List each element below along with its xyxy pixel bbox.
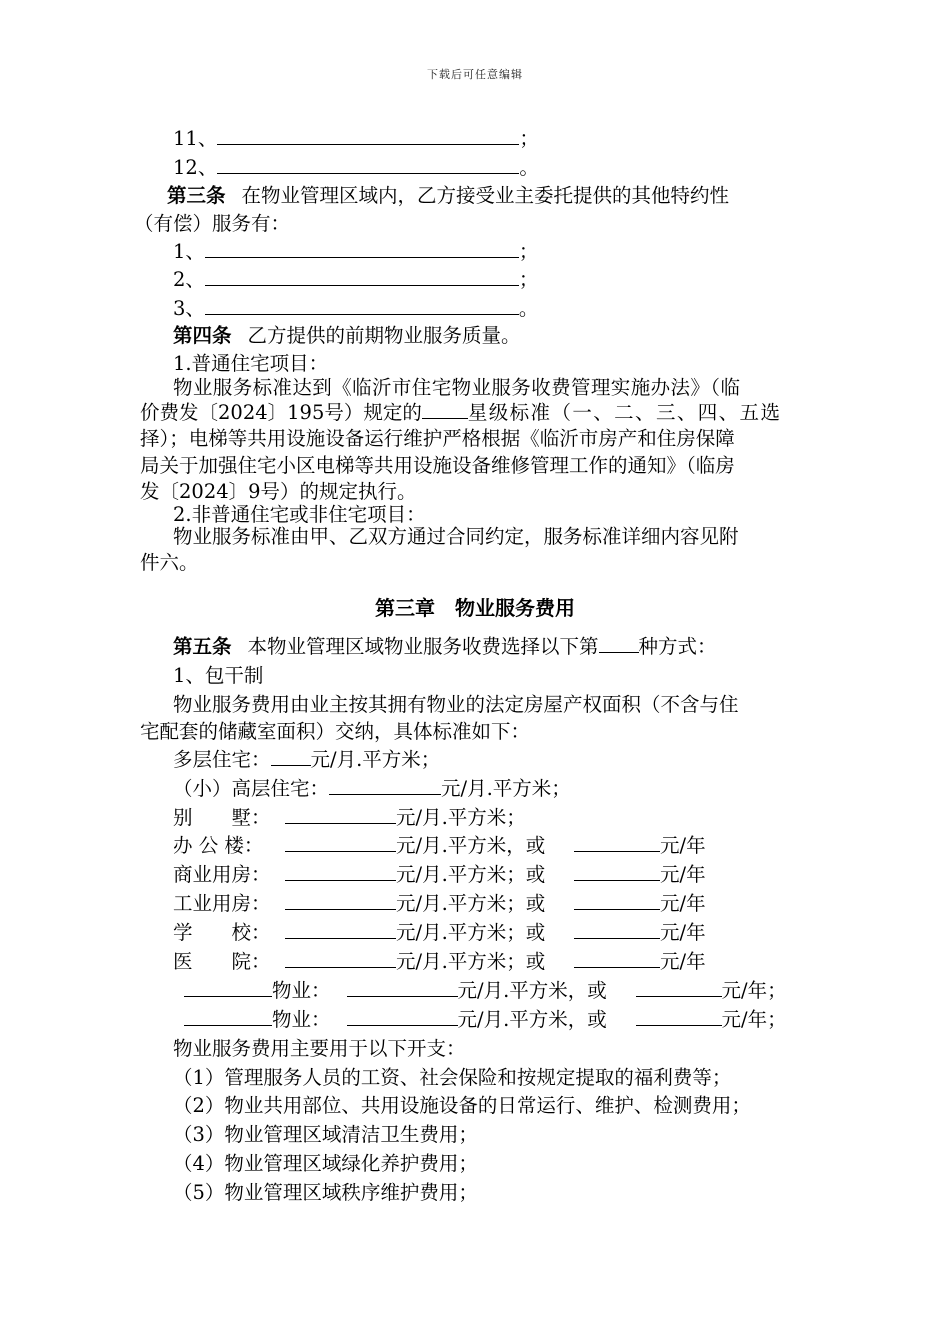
fee-row: [173, 947, 706, 976]
paragraph-line: 择）；电梯等共用设施设备运行维护严格根据《临沂市房产和住房保障: [140, 427, 735, 450]
fee-label: 工业用房：: [173, 892, 271, 915]
blank-line: [347, 1006, 458, 1026]
fee-unit: 元/月.平方米；: [396, 806, 526, 829]
text: 星级标准（一、二、三、四、五选: [467, 401, 782, 424]
article-title: 第四条: [173, 324, 232, 347]
fee-unit: 元/年: [660, 921, 706, 944]
paragraph-line: 发〔2024〕9号）的规定执行。: [140, 480, 417, 503]
article-text: 乙方提供的前期物业服务质量。: [247, 324, 521, 347]
expense-item: （3）物业管理区域清洁卫生费用；: [173, 1123, 478, 1146]
blank-line: [184, 977, 272, 997]
blank-line: [574, 948, 660, 968]
expense-item: （2）物业共用部位、共用设施设备的日常运行、维护、检测费用；: [173, 1094, 751, 1117]
blank-line: [329, 775, 441, 795]
item-number: 1、: [173, 240, 205, 263]
article-title: 第五条: [173, 635, 232, 658]
blank-line: [636, 1006, 722, 1026]
blank-line: [184, 1006, 272, 1026]
list-item: [173, 237, 538, 266]
expense-item: （4）物业管理区域绿化养护费用；: [173, 1152, 478, 1175]
fee-unit: 元/月.平方米；: [441, 777, 571, 800]
blank-line: [205, 295, 519, 315]
list-item: [173, 265, 538, 294]
blank-line: [205, 266, 519, 286]
fee-row: [173, 860, 706, 889]
blank-line: [574, 919, 660, 939]
fee-unit: 元/月.平方米；: [310, 748, 441, 771]
list-item: [173, 124, 539, 153]
blank-line: [271, 746, 311, 766]
fee-unit: 元/年；: [721, 1008, 787, 1031]
paragraph-line: 物业服务费用由业主按其拥有物业的法定房屋产权面积（不含与住: [173, 693, 739, 716]
list-item: [173, 294, 538, 323]
fee-unit: 元/月.平方米，或: [457, 979, 607, 1002]
expense-item: （5）物业管理区域秩序维护费用；: [173, 1181, 478, 1204]
fee-unit: 元/年；: [721, 979, 787, 1002]
blank-line: [574, 890, 660, 910]
fee-label: 物业：: [272, 979, 331, 1002]
blank-line: [574, 861, 660, 881]
sub-heading: 1.普通住宅项目：: [173, 352, 329, 375]
fee-label: 多层住宅：: [173, 748, 271, 771]
fee-unit: 元/月.平方米；或: [396, 950, 546, 973]
fee-row: [173, 889, 706, 918]
paragraph-line: 局关于加强住宅小区电梯等共用设施设备维修管理工作的通知》（临房: [140, 454, 735, 477]
sub-heading: 2.非普通住宅或非住宅项目：: [173, 503, 426, 526]
fee-unit: 元/月.平方米；或: [396, 921, 546, 944]
item-end: ；: [518, 268, 539, 291]
article-text: 在物业管理区域内，乙方接受业主委托提供的其他特约性: [241, 184, 730, 207]
fee-unit: 元/年: [660, 863, 706, 886]
fee-unit: 元/月.平方米，或: [457, 1008, 607, 1031]
item-number: 12、: [173, 156, 218, 179]
fee-row-other: [184, 976, 787, 1005]
blank-line: [285, 804, 396, 824]
blank-line: [285, 861, 396, 881]
item-number: 2、: [173, 268, 205, 291]
article-4-line1: [173, 321, 521, 350]
fee-row-multi: [173, 745, 440, 774]
blank-line: [636, 977, 722, 997]
blank-line: [217, 125, 519, 145]
fee-row: [173, 918, 706, 947]
paragraph-line: 件六。: [140, 551, 199, 574]
sub-heading: 1、包干制: [173, 664, 264, 687]
fee-label: 学 校：: [173, 921, 271, 944]
text: 种方式：: [638, 635, 717, 658]
article-3-line2: （有偿）服务有：: [134, 212, 291, 235]
article-5-line1: [173, 632, 717, 661]
fee-unit: 元/年: [660, 892, 706, 915]
fee-label: 商业用房：: [173, 863, 271, 886]
fee-label: 物业：: [272, 1008, 331, 1031]
fee-row-high: [173, 774, 571, 803]
fee-unit: 元/月.平方米；或: [396, 863, 546, 886]
blank-line: [205, 238, 519, 258]
text: 价费发〔2024〕195号）规定的: [140, 401, 422, 424]
paragraph-line: 物业服务标准由甲、乙双方通过合同约定，服务标准详细内容见附: [173, 525, 739, 548]
blank-line: [285, 948, 396, 968]
paragraph-line: [140, 398, 781, 427]
item-end: ；: [518, 240, 539, 263]
chapter-title: 第三章 物业服务费用: [375, 596, 575, 620]
blank-line: [285, 890, 396, 910]
item-end: ；: [519, 127, 539, 150]
expense-intro: 物业服务费用主要用于以下开支：: [173, 1037, 466, 1060]
item-end: 。: [518, 297, 539, 320]
fee-label: 别 墅：: [173, 806, 271, 829]
item-number: 3、: [173, 297, 205, 320]
blank-line: [217, 154, 519, 174]
blank-line: [599, 633, 639, 653]
blank-line: [574, 832, 660, 852]
fee-unit: 元/年: [660, 834, 706, 857]
fee-unit: 元/月.平方米，或: [396, 834, 546, 857]
fee-label: 医 院：: [173, 950, 271, 973]
text: 物业服务标准达到《临沂市住宅物业服务收费管理实施办法》（临: [173, 376, 741, 399]
article-3-line1: [167, 181, 729, 210]
expense-item: （1）管理服务人员的工资、社会保险和按规定提取的福利费等；: [173, 1066, 732, 1089]
blank-line: [422, 399, 468, 419]
article-title: 第三条: [167, 184, 226, 207]
paragraph-line: 宅配套的储藏室面积）交纳，具体标准如下：: [140, 720, 531, 743]
page-header: 下载后可任意编辑: [427, 68, 523, 81]
fee-row-other: [184, 1005, 787, 1034]
blank-line: [285, 832, 396, 852]
text: 本物业管理区域物业服务收费选择以下第: [247, 635, 599, 658]
fee-label: 办 公 楼：: [173, 834, 264, 857]
list-item: [173, 153, 539, 182]
fee-unit: 元/月.平方米；或: [396, 892, 546, 915]
item-number: 11、: [173, 127, 218, 150]
blank-line: [347, 977, 458, 997]
blank-line: [285, 919, 396, 939]
fee-unit: 元/年: [660, 950, 706, 973]
fee-row-villa: [173, 803, 526, 832]
fee-label: （小）高层住宅：: [173, 777, 330, 800]
fee-row: [173, 831, 706, 860]
item-end: 。: [519, 156, 539, 179]
